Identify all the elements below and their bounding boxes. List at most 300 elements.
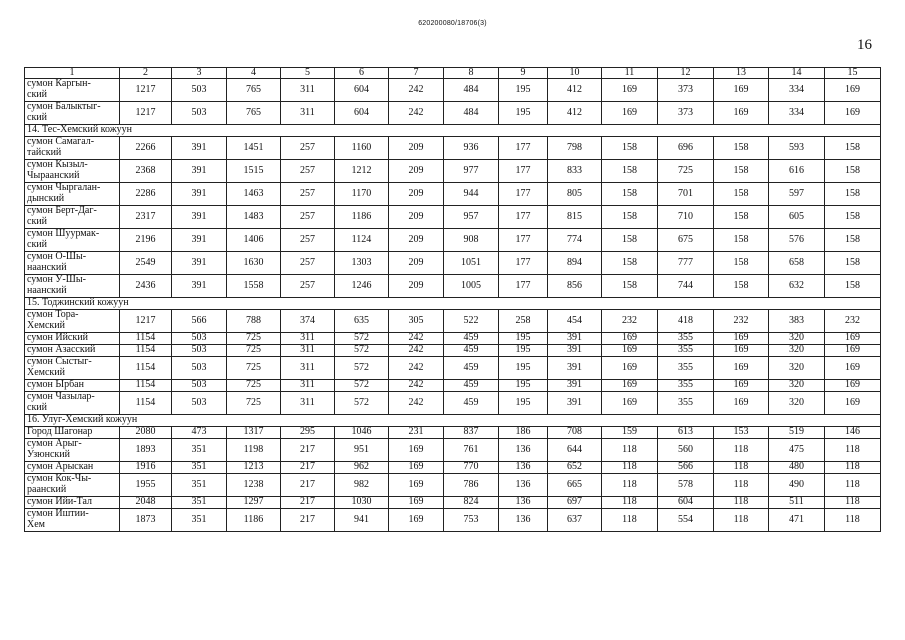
value-cell: 675 xyxy=(658,229,714,252)
value-cell: 572 xyxy=(335,345,389,357)
value-cell: 177 xyxy=(499,137,548,160)
value-cell: 158 xyxy=(825,275,881,298)
value-cell: 177 xyxy=(499,252,548,275)
value-cell: 1483 xyxy=(227,206,281,229)
value-cell: 159 xyxy=(602,427,658,439)
value-cell: 217 xyxy=(281,497,335,509)
value-cell: 605 xyxy=(769,206,825,229)
value-cell: 637 xyxy=(548,509,602,532)
section-row xyxy=(25,298,881,310)
value-cell: 169 xyxy=(714,392,769,415)
value-cell: 351 xyxy=(172,439,227,462)
value-cell: 391 xyxy=(172,206,227,229)
value-cell: 391 xyxy=(172,160,227,183)
value-cell: 725 xyxy=(227,392,281,415)
value-cell: 169 xyxy=(389,509,444,532)
value-cell: 454 xyxy=(548,310,602,333)
value-cell: 951 xyxy=(335,439,389,462)
column-header: 2 xyxy=(120,68,172,79)
value-cell: 217 xyxy=(281,462,335,474)
row-name-cell: сумон Ийи-Тал xyxy=(25,497,120,509)
value-cell: 118 xyxy=(602,439,658,462)
value-cell: 118 xyxy=(825,462,881,474)
value-cell: 169 xyxy=(825,345,881,357)
table-row xyxy=(25,345,881,357)
row-name-cell: Город Шагонар xyxy=(25,427,120,439)
table-row xyxy=(25,392,881,415)
value-cell: 1170 xyxy=(335,183,389,206)
value-cell: 710 xyxy=(658,206,714,229)
column-header: 6 xyxy=(335,68,389,79)
row-name-cell: сумон Ийский xyxy=(25,333,120,345)
value-cell: 1451 xyxy=(227,137,281,160)
value-cell: 908 xyxy=(444,229,499,252)
value-cell: 566 xyxy=(658,462,714,474)
value-cell: 554 xyxy=(658,509,714,532)
value-cell: 231 xyxy=(389,427,444,439)
value-cell: 480 xyxy=(769,462,825,474)
table-row xyxy=(25,310,881,333)
value-cell: 257 xyxy=(281,252,335,275)
value-cell: 158 xyxy=(714,206,769,229)
value-cell: 1873 xyxy=(120,509,172,532)
value-cell: 1198 xyxy=(227,439,281,462)
value-cell: 158 xyxy=(825,252,881,275)
value-cell: 459 xyxy=(444,345,499,357)
row-name-cell: сумон Чазылар- ский xyxy=(25,392,120,415)
value-cell: 391 xyxy=(172,183,227,206)
value-cell: 503 xyxy=(172,392,227,415)
table-row xyxy=(25,206,881,229)
row-name-cell: сумон Берт-Даг- ский xyxy=(25,206,120,229)
value-cell: 471 xyxy=(769,509,825,532)
column-header: 7 xyxy=(389,68,444,79)
value-cell: 941 xyxy=(335,509,389,532)
value-cell: 169 xyxy=(714,357,769,380)
value-cell: 355 xyxy=(658,333,714,345)
column-header: 14 xyxy=(769,68,825,79)
value-cell: 158 xyxy=(602,183,658,206)
value-cell: 257 xyxy=(281,206,335,229)
table-row xyxy=(25,427,881,439)
value-cell: 503 xyxy=(172,102,227,125)
row-name-cell: сумон Кызыл- Чыраанский xyxy=(25,160,120,183)
value-cell: 503 xyxy=(172,345,227,357)
value-cell: 1463 xyxy=(227,183,281,206)
value-cell: 158 xyxy=(714,160,769,183)
table-row xyxy=(25,509,881,532)
value-cell: 708 xyxy=(548,427,602,439)
value-cell: 169 xyxy=(389,497,444,509)
value-cell: 593 xyxy=(769,137,825,160)
value-cell: 195 xyxy=(499,380,548,392)
value-cell: 2549 xyxy=(120,252,172,275)
value-cell: 257 xyxy=(281,229,335,252)
section-title: 15. Тоджинский кожуун xyxy=(25,298,881,310)
value-cell: 1916 xyxy=(120,462,172,474)
table-row xyxy=(25,275,881,298)
value-cell: 118 xyxy=(714,497,769,509)
value-cell: 177 xyxy=(499,183,548,206)
table-row xyxy=(25,380,881,392)
value-cell: 459 xyxy=(444,333,499,345)
row-name-cell: сумон Азасский xyxy=(25,345,120,357)
value-cell: 391 xyxy=(172,252,227,275)
value-cell: 118 xyxy=(714,509,769,532)
column-header: 5 xyxy=(281,68,335,79)
value-cell: 355 xyxy=(658,357,714,380)
table-row xyxy=(25,137,881,160)
value-cell: 725 xyxy=(227,357,281,380)
value-cell: 311 xyxy=(281,380,335,392)
value-cell: 311 xyxy=(281,357,335,380)
value-cell: 257 xyxy=(281,137,335,160)
value-cell: 136 xyxy=(499,497,548,509)
value-cell: 169 xyxy=(389,439,444,462)
value-cell: 977 xyxy=(444,160,499,183)
value-cell: 169 xyxy=(714,380,769,392)
row-name-cell: сумон О-Шы- наанский xyxy=(25,252,120,275)
value-cell: 1186 xyxy=(335,206,389,229)
value-cell: 158 xyxy=(825,137,881,160)
value-cell: 2436 xyxy=(120,275,172,298)
value-cell: 391 xyxy=(548,333,602,345)
value-cell: 217 xyxy=(281,509,335,532)
value-cell: 118 xyxy=(602,462,658,474)
value-cell: 391 xyxy=(548,380,602,392)
value-cell: 158 xyxy=(602,275,658,298)
value-cell: 412 xyxy=(548,79,602,102)
value-cell: 158 xyxy=(602,229,658,252)
value-cell: 786 xyxy=(444,474,499,497)
value-cell: 503 xyxy=(172,333,227,345)
value-cell: 2368 xyxy=(120,160,172,183)
value-cell: 242 xyxy=(389,79,444,102)
value-cell: 1213 xyxy=(227,462,281,474)
value-cell: 1124 xyxy=(335,229,389,252)
section-row xyxy=(25,125,881,137)
value-cell: 195 xyxy=(499,79,548,102)
value-cell: 195 xyxy=(499,392,548,415)
value-cell: 894 xyxy=(548,252,602,275)
column-header: 13 xyxy=(714,68,769,79)
value-cell: 2286 xyxy=(120,183,172,206)
value-cell: 118 xyxy=(825,497,881,509)
value-cell: 566 xyxy=(172,310,227,333)
value-cell: 169 xyxy=(825,102,881,125)
value-cell: 334 xyxy=(769,102,825,125)
value-cell: 242 xyxy=(389,102,444,125)
value-cell: 473 xyxy=(172,427,227,439)
value-cell: 837 xyxy=(444,427,499,439)
value-cell: 725 xyxy=(227,345,281,357)
row-name-cell: сумон Шуурмак- ский xyxy=(25,229,120,252)
value-cell: 1154 xyxy=(120,333,172,345)
value-cell: 118 xyxy=(714,474,769,497)
value-cell: 484 xyxy=(444,79,499,102)
column-header: 8 xyxy=(444,68,499,79)
value-cell: 209 xyxy=(389,206,444,229)
value-cell: 153 xyxy=(714,427,769,439)
value-cell: 169 xyxy=(825,357,881,380)
value-cell: 616 xyxy=(769,160,825,183)
value-cell: 351 xyxy=(172,474,227,497)
value-cell: 158 xyxy=(825,206,881,229)
value-cell: 169 xyxy=(602,357,658,380)
value-cell: 519 xyxy=(769,427,825,439)
value-cell: 798 xyxy=(548,137,602,160)
value-cell: 311 xyxy=(281,333,335,345)
value-cell: 1154 xyxy=(120,380,172,392)
value-cell: 232 xyxy=(602,310,658,333)
table-row xyxy=(25,79,881,102)
value-cell: 195 xyxy=(499,345,548,357)
value-cell: 613 xyxy=(658,427,714,439)
value-cell: 209 xyxy=(389,229,444,252)
column-header: 11 xyxy=(602,68,658,79)
value-cell: 146 xyxy=(825,427,881,439)
value-cell: 118 xyxy=(825,474,881,497)
table-row xyxy=(25,333,881,345)
table-row xyxy=(25,160,881,183)
row-name-cell: сумон Каргын- ский xyxy=(25,79,120,102)
value-cell: 725 xyxy=(658,160,714,183)
value-cell: 232 xyxy=(825,310,881,333)
value-cell: 503 xyxy=(172,380,227,392)
value-cell: 824 xyxy=(444,497,499,509)
row-name-cell: сумон Самагал- тайский xyxy=(25,137,120,160)
value-cell: 169 xyxy=(602,392,658,415)
value-cell: 169 xyxy=(389,474,444,497)
value-cell: 1212 xyxy=(335,160,389,183)
value-cell: 118 xyxy=(825,439,881,462)
value-cell: 195 xyxy=(499,102,548,125)
row-name-cell: сумон Балыктыг- ский xyxy=(25,102,120,125)
value-cell: 632 xyxy=(769,275,825,298)
value-cell: 186 xyxy=(499,427,548,439)
value-cell: 770 xyxy=(444,462,499,474)
value-cell: 158 xyxy=(714,252,769,275)
value-cell: 1297 xyxy=(227,497,281,509)
value-cell: 572 xyxy=(335,392,389,415)
value-cell: 1246 xyxy=(335,275,389,298)
value-cell: 1217 xyxy=(120,79,172,102)
column-header: 1 xyxy=(25,68,120,79)
value-cell: 696 xyxy=(658,137,714,160)
section-title: 16. Улуг-Хемский кожуун xyxy=(25,415,881,427)
value-cell: 2196 xyxy=(120,229,172,252)
value-cell: 459 xyxy=(444,392,499,415)
value-cell: 209 xyxy=(389,252,444,275)
value-cell: 374 xyxy=(281,310,335,333)
value-cell: 158 xyxy=(602,206,658,229)
value-cell: 169 xyxy=(714,333,769,345)
value-cell: 169 xyxy=(714,345,769,357)
column-header: 9 xyxy=(499,68,548,79)
value-cell: 209 xyxy=(389,183,444,206)
value-cell: 944 xyxy=(444,183,499,206)
value-cell: 503 xyxy=(172,357,227,380)
value-cell: 334 xyxy=(769,79,825,102)
value-cell: 158 xyxy=(714,229,769,252)
value-cell: 833 xyxy=(548,160,602,183)
row-name-cell: сумон Ырбан xyxy=(25,380,120,392)
value-cell: 701 xyxy=(658,183,714,206)
value-cell: 1186 xyxy=(227,509,281,532)
value-cell: 158 xyxy=(602,137,658,160)
value-cell: 982 xyxy=(335,474,389,497)
value-cell: 697 xyxy=(548,497,602,509)
column-header: 12 xyxy=(658,68,714,79)
value-cell: 169 xyxy=(714,102,769,125)
table-row xyxy=(25,497,881,509)
value-cell: 572 xyxy=(335,380,389,392)
document-id: 620200080/18706(3) xyxy=(418,20,487,27)
value-cell: 242 xyxy=(389,333,444,345)
value-cell: 1893 xyxy=(120,439,172,462)
value-cell: 195 xyxy=(499,333,548,345)
value-cell: 1217 xyxy=(120,102,172,125)
value-cell: 412 xyxy=(548,102,602,125)
value-cell: 2266 xyxy=(120,137,172,160)
value-cell: 658 xyxy=(769,252,825,275)
value-cell: 761 xyxy=(444,439,499,462)
value-cell: 177 xyxy=(499,275,548,298)
value-cell: 774 xyxy=(548,229,602,252)
value-cell: 169 xyxy=(389,462,444,474)
value-cell: 158 xyxy=(714,275,769,298)
value-cell: 169 xyxy=(602,333,658,345)
value-cell: 484 xyxy=(444,102,499,125)
row-name-cell: сумон Кок-Чы- раанский xyxy=(25,474,120,497)
column-header: 15 xyxy=(825,68,881,79)
row-name-cell: сумон Сыстыг- Хемский xyxy=(25,357,120,380)
value-cell: 753 xyxy=(444,509,499,532)
value-cell: 1046 xyxy=(335,427,389,439)
value-cell: 177 xyxy=(499,160,548,183)
value-cell: 560 xyxy=(658,439,714,462)
value-cell: 136 xyxy=(499,439,548,462)
value-cell: 136 xyxy=(499,462,548,474)
value-cell: 136 xyxy=(499,509,548,532)
table-row xyxy=(25,229,881,252)
value-cell: 242 xyxy=(389,357,444,380)
value-cell: 936 xyxy=(444,137,499,160)
value-cell: 169 xyxy=(602,380,658,392)
value-cell: 158 xyxy=(825,160,881,183)
value-cell: 522 xyxy=(444,310,499,333)
value-cell: 604 xyxy=(658,497,714,509)
page-number: 16 xyxy=(857,37,872,53)
value-cell: 158 xyxy=(714,183,769,206)
value-cell: 158 xyxy=(714,137,769,160)
value-cell: 373 xyxy=(658,102,714,125)
value-cell: 320 xyxy=(769,392,825,415)
value-cell: 1154 xyxy=(120,345,172,357)
value-cell: 355 xyxy=(658,345,714,357)
value-cell: 311 xyxy=(281,102,335,125)
value-cell: 475 xyxy=(769,439,825,462)
value-cell: 136 xyxy=(499,474,548,497)
value-cell: 418 xyxy=(658,310,714,333)
value-cell: 351 xyxy=(172,462,227,474)
table-row xyxy=(25,439,881,462)
value-cell: 391 xyxy=(172,229,227,252)
value-cell: 1406 xyxy=(227,229,281,252)
table-row xyxy=(25,357,881,380)
value-cell: 118 xyxy=(602,509,658,532)
value-cell: 169 xyxy=(714,79,769,102)
value-cell: 391 xyxy=(548,357,602,380)
value-cell: 1558 xyxy=(227,275,281,298)
value-cell: 295 xyxy=(281,427,335,439)
value-cell: 644 xyxy=(548,439,602,462)
value-cell: 391 xyxy=(172,137,227,160)
table-row xyxy=(25,462,881,474)
value-cell: 169 xyxy=(602,345,658,357)
value-cell: 209 xyxy=(389,275,444,298)
value-cell: 169 xyxy=(602,102,658,125)
value-cell: 311 xyxy=(281,392,335,415)
value-cell: 158 xyxy=(602,160,658,183)
value-cell: 118 xyxy=(602,497,658,509)
value-cell: 765 xyxy=(227,79,281,102)
value-cell: 391 xyxy=(548,345,602,357)
value-cell: 391 xyxy=(548,392,602,415)
value-cell: 962 xyxy=(335,462,389,474)
value-cell: 217 xyxy=(281,474,335,497)
value-cell: 572 xyxy=(335,357,389,380)
value-cell: 1955 xyxy=(120,474,172,497)
value-cell: 1630 xyxy=(227,252,281,275)
value-cell: 788 xyxy=(227,310,281,333)
value-cell: 217 xyxy=(281,439,335,462)
value-cell: 1160 xyxy=(335,137,389,160)
value-cell: 2048 xyxy=(120,497,172,509)
header-row xyxy=(25,68,881,79)
value-cell: 158 xyxy=(602,252,658,275)
value-cell: 169 xyxy=(825,392,881,415)
value-cell: 665 xyxy=(548,474,602,497)
data-table xyxy=(24,67,881,532)
value-cell: 118 xyxy=(714,462,769,474)
value-cell: 257 xyxy=(281,160,335,183)
row-name-cell: сумон Арыскан xyxy=(25,462,120,474)
column-header: 3 xyxy=(172,68,227,79)
value-cell: 1030 xyxy=(335,497,389,509)
value-cell: 169 xyxy=(825,79,881,102)
value-cell: 805 xyxy=(548,183,602,206)
section-title: 14. Тес-Хемский кожуун xyxy=(25,125,881,137)
value-cell: 576 xyxy=(769,229,825,252)
value-cell: 815 xyxy=(548,206,602,229)
value-cell: 2317 xyxy=(120,206,172,229)
value-cell: 118 xyxy=(825,509,881,532)
value-cell: 311 xyxy=(281,345,335,357)
row-name-cell: сумон Чыргалан- дынский xyxy=(25,183,120,206)
value-cell: 572 xyxy=(335,333,389,345)
value-cell: 169 xyxy=(825,333,881,345)
table-row xyxy=(25,183,881,206)
value-cell: 511 xyxy=(769,497,825,509)
value-cell: 1317 xyxy=(227,427,281,439)
value-cell: 320 xyxy=(769,333,825,345)
value-cell: 604 xyxy=(335,79,389,102)
section-row xyxy=(25,415,881,427)
value-cell: 355 xyxy=(658,392,714,415)
value-cell: 2080 xyxy=(120,427,172,439)
value-cell: 209 xyxy=(389,160,444,183)
